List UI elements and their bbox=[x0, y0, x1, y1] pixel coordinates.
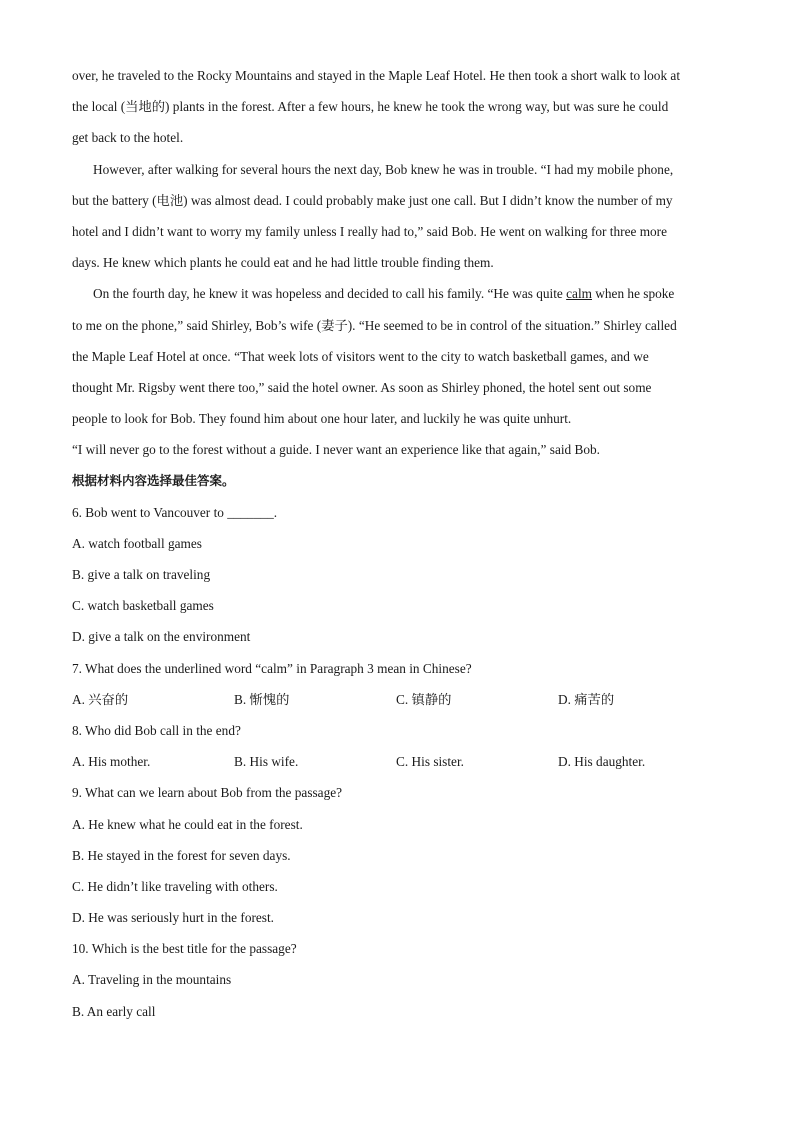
option-b[interactable]: B. give a talk on traveling bbox=[72, 567, 211, 582]
text-segment: when he spoke bbox=[591, 286, 675, 302]
question-10 bbox=[72, 933, 722, 1027]
paragraph-4: “I will never go to the forest without a guide. I never want an experience like that again,” said Bob. bbox=[72, 442, 600, 458]
option-c[interactable]: C. He didn’t like traveling with others. bbox=[72, 878, 278, 894]
text-line: get back to the hotel. bbox=[72, 130, 184, 146]
option-c[interactable]: C. 镇静的 bbox=[396, 691, 452, 707]
paragraph-1 bbox=[72, 60, 722, 154]
text-line: over, he traveled to the Rocky Mountains and stayed in the Maple Leaf Hotel. He then took a short walk to look at bbox=[72, 68, 681, 83]
option-a[interactable]: A. Traveling in the mountains bbox=[72, 972, 232, 988]
option-c[interactable]: C. watch basketball games bbox=[72, 598, 214, 614]
text-line: but the battery (电池) was almost dead. I could probably make just one call. But I didn’t know the number of my bbox=[72, 192, 673, 208]
options-row bbox=[72, 746, 722, 777]
text-line: However, after walking for several hours the next day, Bob knew he was in trouble. “I had my mobile phone, bbox=[93, 161, 674, 177]
option-a[interactable]: A. watch football games bbox=[72, 535, 202, 551]
option-b[interactable]: B. He stayed in the forest for seven days. bbox=[72, 847, 291, 863]
option-c[interactable]: C. His sister. bbox=[396, 754, 464, 770]
text-line: the Maple Leaf Hotel at once. “That week lots of visitors went to the city to watch basketball games, and we bbox=[72, 348, 649, 364]
option-a[interactable]: A. His mother. bbox=[72, 754, 151, 770]
underlined-word-calm: calm bbox=[566, 286, 592, 302]
question-stem: 9. What can we learn about Bob from the passage? bbox=[72, 785, 343, 801]
option-b[interactable]: B. His wife. bbox=[234, 754, 299, 770]
option-a[interactable]: A. 兴奋的 bbox=[72, 691, 129, 707]
question-stem: 8. Who did Bob call in the end? bbox=[72, 722, 241, 738]
text-line: thought Mr. Rigsby went there too,” said the hotel owner. As soon as Shirley phoned, the hotel sent out some bbox=[72, 379, 652, 395]
paragraph-3 bbox=[72, 278, 722, 434]
option-d[interactable]: D. give a talk on the environment bbox=[72, 629, 251, 645]
option-a[interactable]: A. He knew what he could eat in the forest. bbox=[72, 816, 303, 832]
option-d[interactable]: D. 痛苦的 bbox=[558, 691, 615, 707]
option-d[interactable]: D. He was seriously hurt in the forest. bbox=[72, 910, 274, 926]
question-stem: 7. What does the underlined word “calm” in Paragraph 3 mean in Chinese? bbox=[72, 660, 472, 676]
text-line: days. He knew which plants he could eat and he had little trouble finding them. bbox=[72, 255, 494, 271]
question-stem: 6. Bob went to Vancouver to _______. bbox=[72, 504, 278, 520]
document-content bbox=[72, 60, 722, 1027]
question-6 bbox=[72, 497, 722, 653]
option-d[interactable]: D. His daughter. bbox=[558, 754, 646, 770]
instruction-heading: 根据材料内容选择最佳答案。 bbox=[72, 473, 235, 489]
option-b[interactable]: B. 惭愧的 bbox=[234, 691, 290, 707]
text-line: to me on the phone,” said Shirley, Bob’s wife (妻子). “He seemed to be in control of the situation.” Shirley called bbox=[72, 317, 677, 333]
text-line: people to look for Bob. They found him about one hour later, and luckily he was quite unhurt. bbox=[72, 411, 572, 427]
question-7 bbox=[72, 653, 722, 715]
paragraph-2 bbox=[72, 154, 722, 279]
text-line bbox=[72, 278, 722, 309]
option-b[interactable]: B. An early call bbox=[72, 1003, 156, 1019]
question-9 bbox=[72, 777, 722, 933]
text-segment: On the fourth day, he knew it was hopeless and decided to call his family. “He was quite bbox=[93, 286, 567, 302]
options-row bbox=[72, 684, 722, 715]
text-line: hotel and I didn’t want to worry my family unless I really had to,” said Bob. He went on walking for three more bbox=[72, 223, 668, 239]
question-stem: 10. Which is the best title for the passage? bbox=[72, 941, 297, 957]
question-8 bbox=[72, 715, 722, 777]
text-line: the local (当地的) plants in the forest. After a few hours, he knew he took the wrong way, but was sure he could bbox=[72, 99, 669, 115]
